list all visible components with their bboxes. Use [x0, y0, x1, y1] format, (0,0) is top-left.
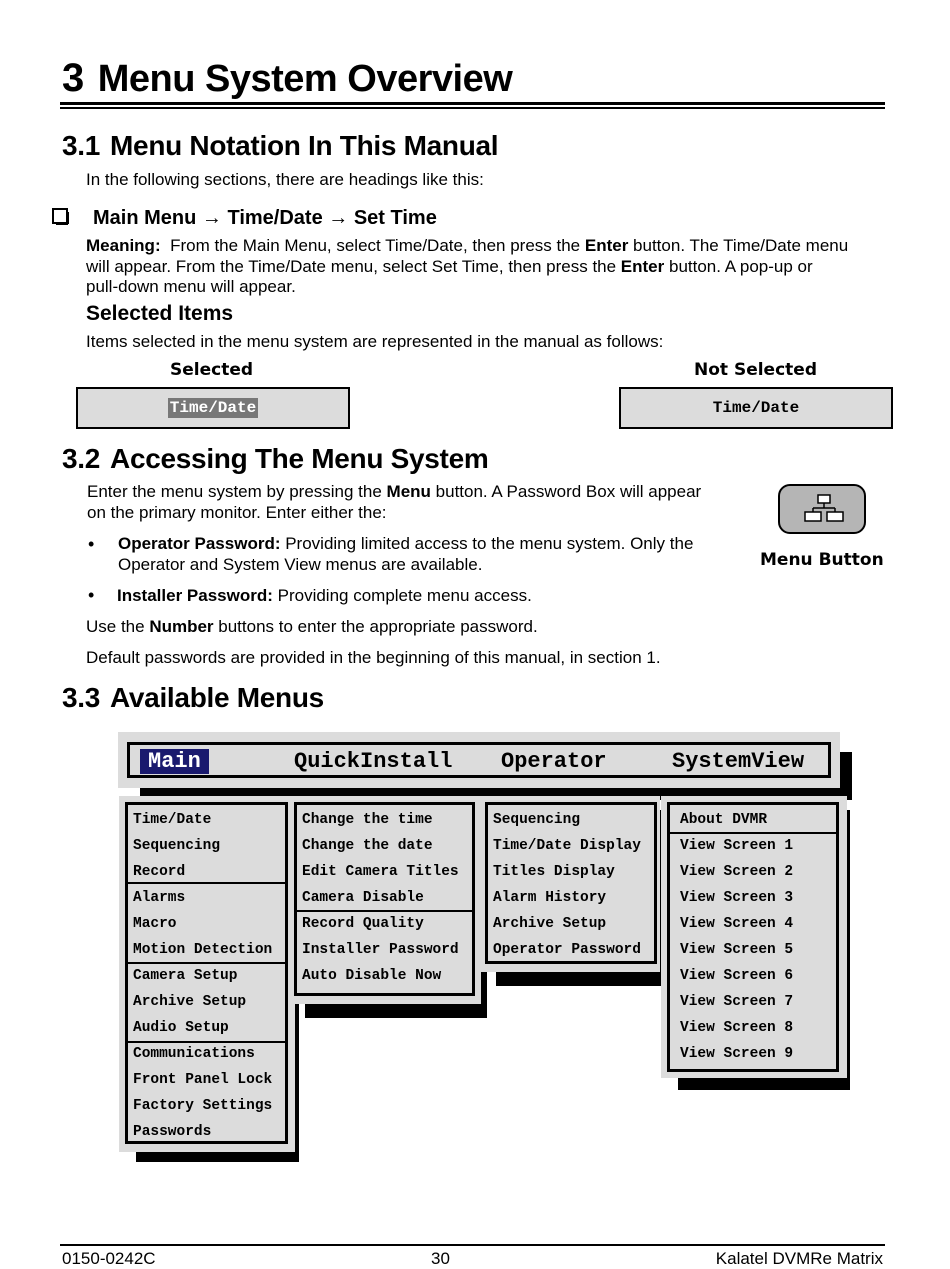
section-title: Available Menus: [110, 682, 324, 713]
menubar-main: Main: [140, 749, 209, 774]
menu-separator: [128, 882, 285, 884]
section-title: Menu Notation In This Manual: [110, 130, 499, 161]
section-title: Accessing The Menu System: [110, 443, 489, 474]
selected-items-heading: Selected Items: [86, 302, 234, 325]
menu-button-icon: [778, 484, 866, 534]
menu-separator: [670, 832, 836, 834]
quickinstall-menu: [294, 802, 475, 996]
menu-item: Change the time: [302, 812, 433, 828]
selected-menu-item: Time/Date: [169, 399, 257, 417]
menubar-quickinstall: QuickInstall: [294, 749, 453, 774]
path-main-menu: Main Menu: [93, 207, 197, 229]
menu-item: Camera Setup: [133, 968, 238, 984]
menu-button-caption: Menu Button: [760, 550, 884, 570]
bullet-installer-password: [117, 586, 532, 607]
meaning-text: button. The Time/Date menu: [628, 236, 849, 255]
menu-item: View Screen 2: [680, 864, 794, 880]
menu-item: Archive Setup: [133, 994, 247, 1010]
chapter-title-text: Menu System Overview: [97, 58, 513, 100]
menu-item: Change the date: [302, 838, 433, 854]
section-3-1-intro: In the following sections, there are headings like this:: [86, 170, 484, 189]
meaning-text: button. A pop-up or: [664, 256, 813, 276]
menu-item: View Screen 1: [680, 838, 794, 854]
path-time-date: Time/Date: [227, 207, 323, 229]
menubar-systemview: SystemView: [672, 749, 805, 774]
para-text: button. A Password Box will appear: [430, 482, 702, 501]
bullet-icon: •: [88, 534, 95, 554]
section-number: 3.2: [62, 443, 101, 474]
main-menu: [125, 802, 288, 1144]
bullet-text: Providing limited access to the menu system. Only the: [280, 534, 694, 553]
meaning-text: will appear. From the Time/Date menu, select Set Time, then press the: [86, 256, 621, 276]
systemview-menu: [667, 802, 839, 1072]
selected-items-text: Items selected in the menu system are represented in the manual as follows:: [86, 332, 664, 351]
menu-item: Archive Setup: [493, 916, 607, 932]
menu-item: Edit Camera Titles: [302, 864, 459, 880]
menu-item: Record Quality: [302, 916, 424, 932]
chapter-title: [62, 56, 512, 101]
section-number: 3.3: [62, 682, 101, 713]
menu-item: Front Panel Lock: [133, 1072, 273, 1088]
bullet-icon: •: [88, 585, 95, 605]
menu-item: View Screen 9: [680, 1046, 794, 1062]
meaning-label: Meaning:: [86, 236, 161, 255]
checkbox-icon: [52, 208, 68, 224]
menu-item: Audio Setup: [133, 1020, 229, 1036]
menu-item: View Screen 7: [680, 994, 794, 1010]
menu-item: Factory Settings: [133, 1098, 273, 1114]
not-selected-label: Not Selected: [694, 360, 817, 380]
heading-rule: [60, 102, 885, 105]
use-number-text: [86, 617, 538, 638]
default-passwords-text: Default passwords are provided in the beginning of this manual, in section 1.: [86, 648, 661, 667]
para-text: on the primary monitor. Enter either the:: [87, 502, 387, 522]
menu-item: Macro: [133, 916, 177, 932]
number-keyword: Number: [149, 617, 214, 636]
menu-item: Communications: [133, 1046, 255, 1062]
unselected-menu-item: Time/Date: [712, 399, 800, 417]
menu-item: View Screen 5: [680, 942, 794, 958]
menu-item: Alarms: [133, 890, 186, 906]
para-text: buttons to enter the appropriate password.: [213, 617, 538, 636]
menubar: [127, 742, 831, 778]
bullet-label: Installer Password:: [117, 586, 273, 605]
menu-separator: [128, 962, 285, 964]
menu-separator: [128, 1041, 285, 1043]
menu-tree-icon: [802, 494, 846, 524]
footer-page-number: 30: [431, 1249, 450, 1268]
footer-rule: [60, 1244, 885, 1246]
bullet-text: Providing complete menu access.: [272, 586, 532, 605]
bullet-label: Operator Password:: [118, 534, 281, 553]
menu-item: Camera Disable: [302, 890, 424, 906]
footer-product-name: Kalatel DVMRe Matrix: [715, 1249, 883, 1268]
not-selected-example-box: [619, 387, 893, 429]
menu-item: Installer Password: [302, 942, 459, 958]
menu-item: View Screen 3: [680, 890, 794, 906]
menu-item: Record: [133, 864, 186, 880]
menu-item: Sequencing: [493, 812, 581, 828]
heading-rule-thin: [60, 107, 885, 109]
path-set-time: Set Time: [353, 207, 437, 229]
para-text: Use the: [86, 617, 150, 636]
section-number: 3.1: [62, 130, 101, 161]
menu-item: Time/Date Display: [493, 838, 641, 854]
menu-keyword: Menu: [386, 482, 431, 501]
menu-item: Passwords: [133, 1124, 212, 1140]
meaning-text: From the Main Menu, select Time/Date, then press the: [170, 236, 585, 255]
menu-item: About DVMR: [680, 812, 768, 828]
example-menu-path: [93, 207, 437, 230]
para-text: Enter the menu system by pressing the: [87, 482, 387, 501]
menu-item: View Screen 8: [680, 1020, 794, 1036]
enter-keyword: Enter: [584, 236, 629, 255]
arrow-icon: →: [201, 207, 222, 229]
menu-item: Operator Password: [493, 942, 641, 958]
menu-item: Time/Date: [133, 812, 212, 828]
menu-separator: [297, 910, 472, 912]
chapter-number: 3: [62, 56, 84, 100]
selected-example-box: [76, 387, 350, 429]
menu-item: Titles Display: [493, 864, 615, 880]
bullet-text: Operator and System View menus are available.: [118, 554, 483, 574]
enter-keyword: Enter: [620, 256, 665, 276]
bullet-operator-password: [118, 534, 738, 575]
section-3-2-paragraph: [87, 482, 747, 523]
menu-item: Motion Detection: [133, 942, 273, 958]
menu-item: View Screen 4: [680, 916, 794, 932]
menu-item: View Screen 6: [680, 968, 794, 984]
section-3-2-heading: [62, 443, 488, 475]
meaning-paragraph: [86, 236, 896, 298]
menu-item: Alarm History: [493, 890, 607, 906]
selected-label: Selected: [170, 360, 254, 380]
menu-item: Auto Disable Now: [302, 968, 442, 984]
section-3-1-heading: [62, 130, 498, 162]
section-3-3-heading: [62, 682, 324, 714]
operator-menu: [485, 802, 657, 964]
menu-item: Sequencing: [133, 838, 221, 854]
meaning-text: pull-down menu will appear.: [86, 277, 296, 296]
menubar-operator: Operator: [501, 749, 607, 774]
arrow-icon: →: [328, 207, 349, 229]
footer-doc-number: 0150-0242C: [62, 1249, 156, 1268]
